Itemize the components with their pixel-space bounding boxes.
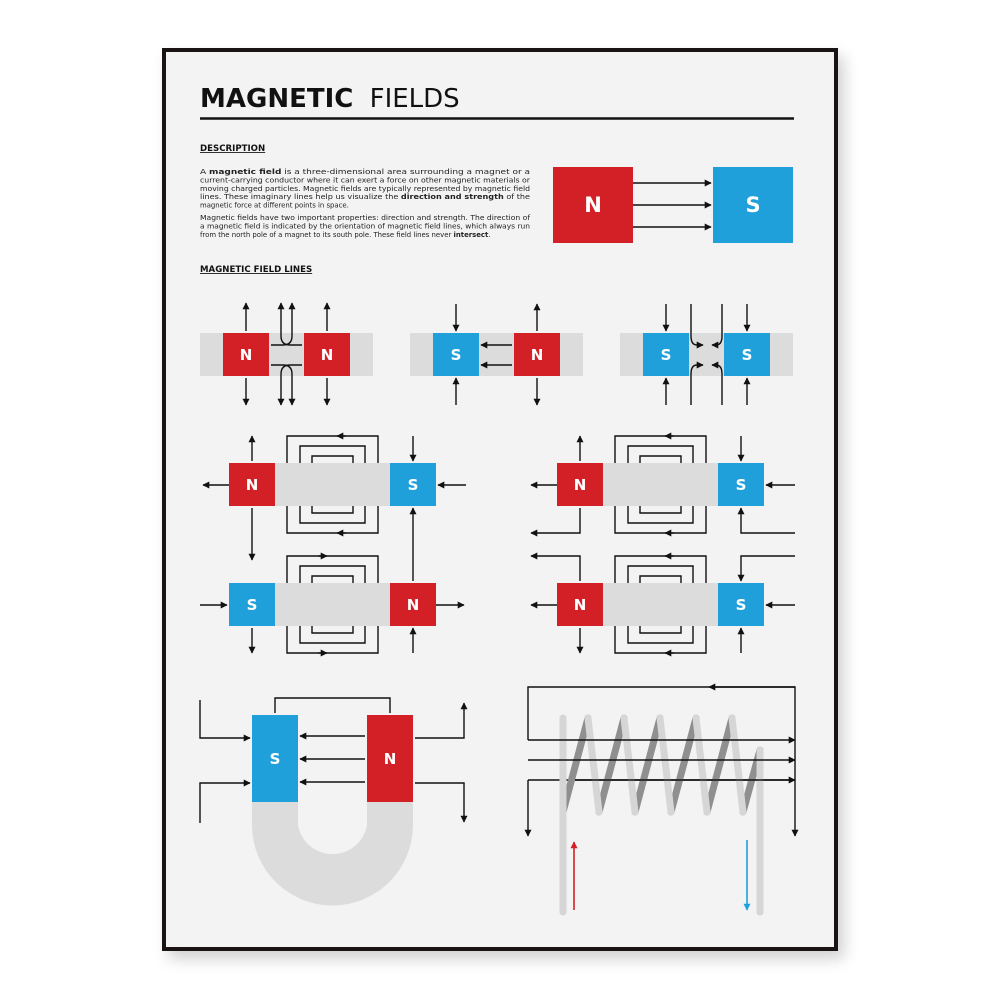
horseshoe-body xyxy=(252,802,413,906)
bold-term: direction and strength xyxy=(400,193,489,202)
south-pole-label: S xyxy=(246,596,258,614)
page-title xyxy=(200,84,460,114)
north-pole-label: N xyxy=(383,750,397,768)
north-pole-label: N xyxy=(530,346,544,364)
text-run: a magnetic field is indicated by the orientation of magnetic field lines, which always run xyxy=(200,222,530,231)
text-run: A xyxy=(200,168,207,176)
description-line xyxy=(200,202,349,210)
north-pole-label: N xyxy=(245,476,259,494)
repelling-north-poles-diagram xyxy=(200,303,373,405)
north-pole-label: N xyxy=(584,193,602,217)
north-pole-label: N xyxy=(406,596,420,614)
bar-magnets-field-diagram xyxy=(553,167,793,243)
text-run: Magnetic fields have two important properties: direction and strength. The direction of xyxy=(200,214,531,222)
south-pole-label: S xyxy=(407,476,419,494)
text-run: of the xyxy=(503,193,527,202)
bold-term: magnetic field xyxy=(208,168,265,176)
field-line-arrow xyxy=(531,508,580,533)
text-run: lines. These imaginary lines help us visualize the xyxy=(200,193,372,202)
description-line xyxy=(200,176,530,184)
horseshoe-magnet-diagram xyxy=(200,698,464,906)
attracting-poles-diagram xyxy=(410,304,583,405)
field-line-arrow xyxy=(415,783,464,822)
field-line-arrow xyxy=(741,556,795,581)
title-light: FIELDS xyxy=(369,84,460,114)
north-pole-label: N xyxy=(239,346,253,364)
bold-term: intersect xyxy=(453,230,489,239)
north-pole-label: N xyxy=(573,476,587,494)
field-line-arrow xyxy=(415,703,464,738)
text-run: . xyxy=(488,230,491,239)
south-pole-label: S xyxy=(735,476,747,494)
south-pole-label: S xyxy=(745,193,761,217)
description-line xyxy=(200,222,530,230)
field-line-arrow xyxy=(531,556,580,581)
field-line-arrow xyxy=(200,783,250,823)
title-bold: MAGNETIC xyxy=(200,84,354,114)
south-pole-label: S xyxy=(450,346,462,364)
text-run: magnetic force at different points in space. xyxy=(200,201,349,210)
south-pole-label: S xyxy=(741,346,753,364)
description-line xyxy=(200,193,530,201)
solenoid-diagram xyxy=(528,687,795,912)
text-run: moving charged particles. Magnetic fields are typically represented by magnetic field xyxy=(200,184,530,193)
field-lines-heading: MAGNETIC FIELD LINES xyxy=(200,265,313,275)
description-paragraph-2 xyxy=(200,214,531,239)
field-line-arrow xyxy=(741,508,795,533)
coil xyxy=(563,718,760,912)
text-run: current-carrying conductor where it can exert a force on other magnetic materials or xyxy=(200,176,531,185)
south-pole-label: S xyxy=(269,750,281,768)
field-line-arrow xyxy=(275,698,390,713)
description-paragraph-1 xyxy=(200,168,530,210)
south-pole-label: S xyxy=(660,346,672,364)
description-line xyxy=(200,185,530,193)
description-line xyxy=(200,168,530,176)
parallel-magnets-right-diagram xyxy=(531,436,795,653)
description-heading: DESCRIPTION xyxy=(200,144,266,154)
description-line xyxy=(200,214,531,222)
south-pole-label: S xyxy=(735,596,747,614)
text-run: from the north pole of a magnet to its south pole. These field lines never xyxy=(200,230,454,239)
north-pole-label: N xyxy=(573,596,587,614)
field-line-arrow xyxy=(200,700,250,738)
parallel-magnets-left-diagram xyxy=(200,436,466,653)
text-run: is a three-dimensional area surrounding a magnet or a xyxy=(281,168,473,176)
repelling-south-poles-diagram xyxy=(620,304,793,405)
north-pole-label: N xyxy=(320,346,334,364)
description-line xyxy=(200,231,491,239)
